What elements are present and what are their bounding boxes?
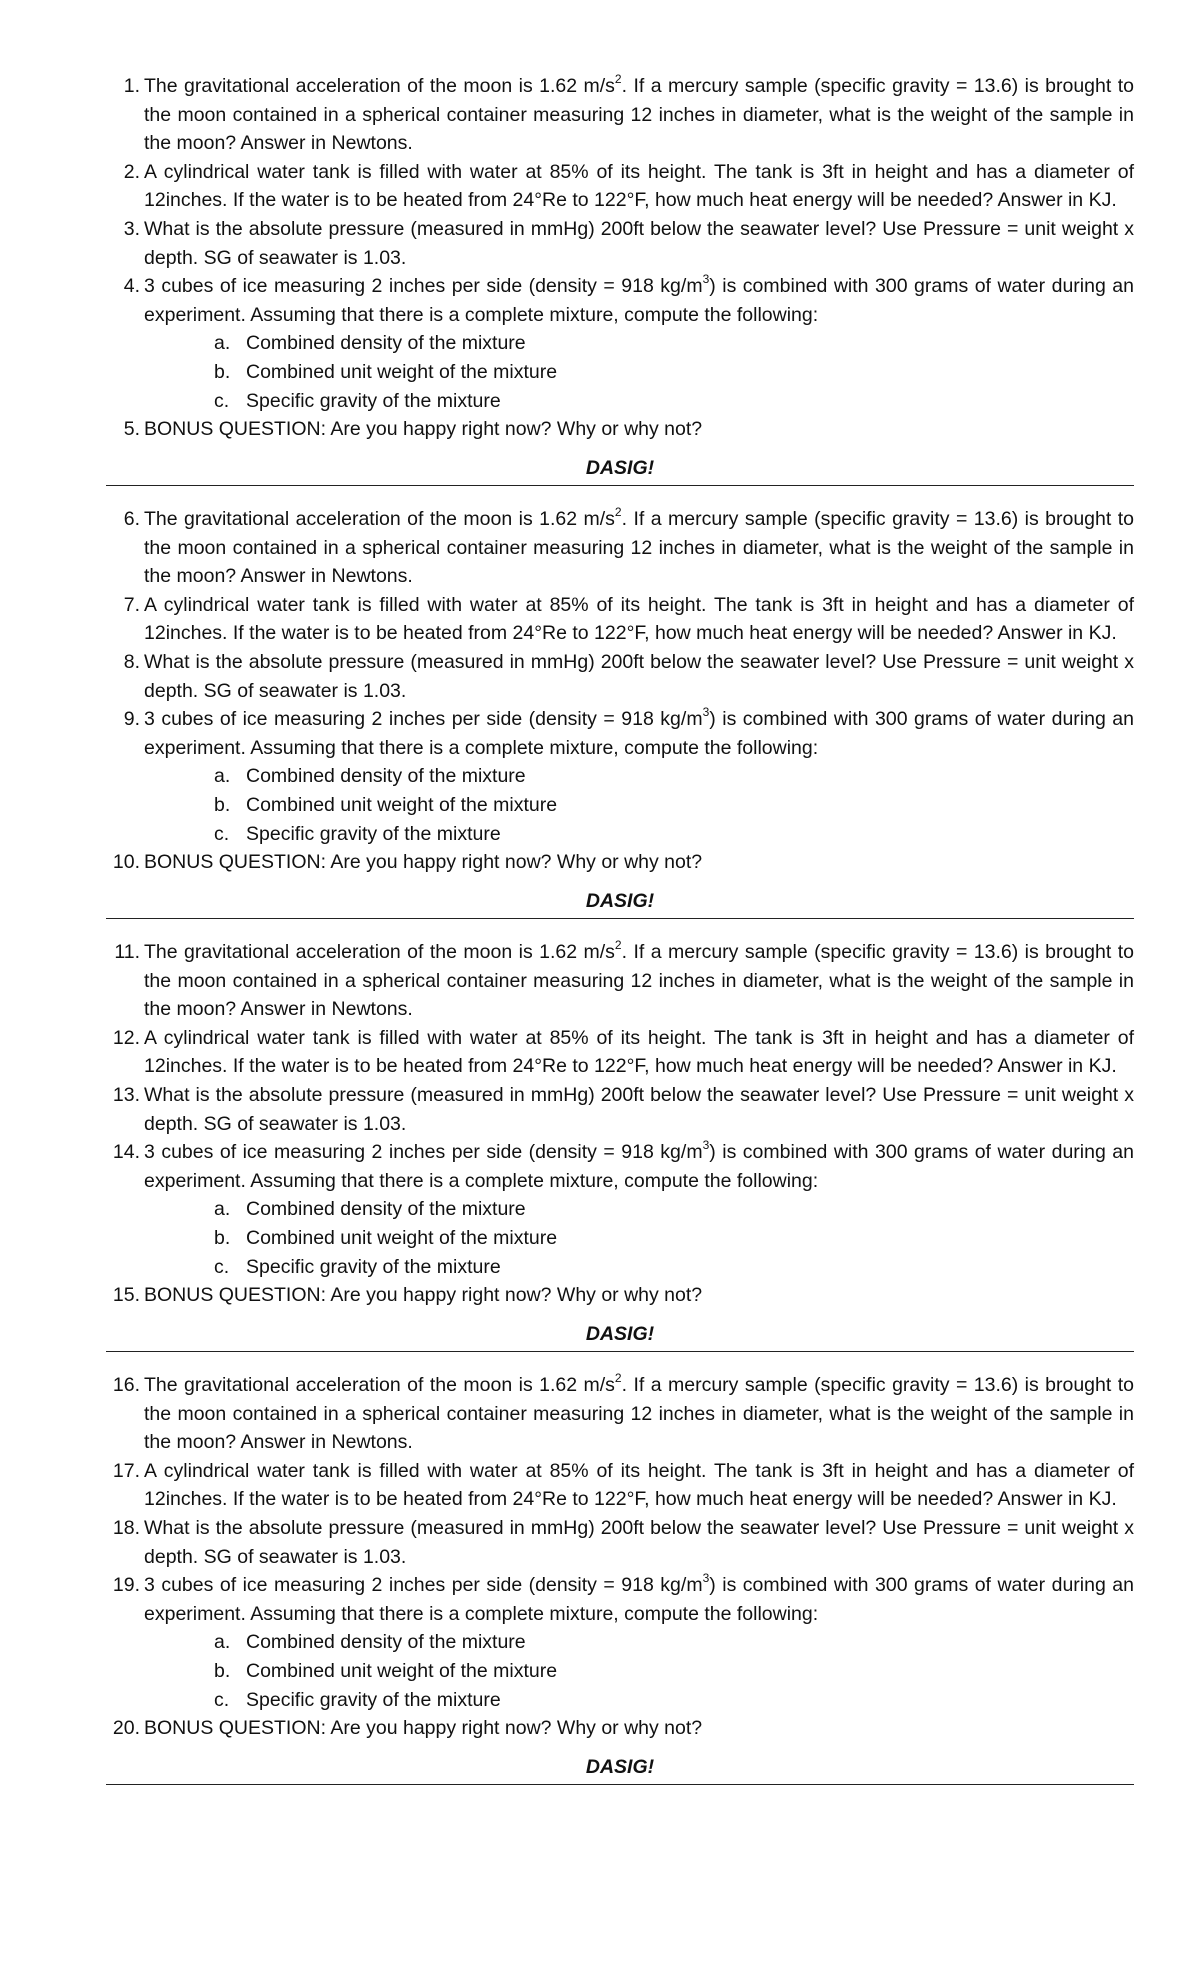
question-text: BONUS QUESTION: Are you happy right now? Why or why not? — [144, 1284, 703, 1307]
sub-question-letter: a. — [214, 1631, 231, 1654]
question-15 — [106, 1281, 1134, 1310]
sub-question — [214, 1628, 1134, 1657]
question-number: 17. — [112, 1459, 140, 1482]
sub-question-text: Combined density of the mixture — [246, 1198, 526, 1221]
sub-question-letter: c. — [214, 1688, 230, 1711]
question-number: 11. — [114, 941, 140, 963]
question-17 — [106, 1457, 1134, 1514]
question-text: What is the absolute pressure (measured in mmHg) 200ft below the seawater level? Use Pressure = unit weight x depth. SG of seawater is 1.03. — [144, 1083, 1134, 1135]
divider-line — [106, 918, 1134, 919]
question-2 — [106, 158, 1134, 215]
divider-line — [106, 1351, 1134, 1352]
sub-question — [214, 1195, 1134, 1224]
question-text: The gravitational acceleration of the moon is 1.62 m/s — [144, 75, 615, 97]
question-text: What is the absolute pressure (measured in mmHg) 200ft below the seawater level? Use Pressure = unit weight x depth. SG of seawater is 1.03. — [144, 650, 1134, 702]
question-10 — [106, 848, 1134, 877]
question-20 — [106, 1714, 1134, 1743]
question-text: A cylindrical water tank is filled with water at 85% of its height. The tank is 3ft in height and has a diameter of 12inches. If the water is to be heated from 24°Re to 122°F, how much heat energy will be needed? Answer in KJ. — [144, 1026, 1134, 1078]
question-text: BONUS QUESTION: Are you happy right now? Why or why not? — [144, 851, 703, 874]
question-set-2 — [106, 505, 1134, 935]
superscript: 3 — [702, 1137, 710, 1152]
sub-question — [214, 358, 1134, 387]
superscript: 2 — [614, 71, 622, 86]
question-text: BONUS QUESTION: Are you happy right now? Why or why not? — [144, 1717, 703, 1740]
question-text: ) is combined with 300 grams of water during an experiment. Assuming that there is a complete mixture, compute the following: — [144, 1574, 1134, 1625]
question-18 — [106, 1514, 1134, 1571]
sub-question — [214, 1686, 1134, 1715]
set-footer: DASIG! — [585, 1756, 655, 1778]
sub-question — [214, 791, 1134, 820]
question-19 — [106, 1571, 1134, 1628]
question-13 — [106, 1081, 1134, 1138]
set-footer: DASIG! — [585, 890, 655, 912]
question-number: 6. — [123, 508, 140, 530]
divider-line — [106, 485, 1134, 486]
sub-question — [214, 1253, 1134, 1282]
question-text: . If a mercury sample (specific gravity = 13.6) is brought to the moon contained in a spherical container measuring 12 inches in diameter, what is the weight of the sample in the moon? Answer in Newtons. — [144, 75, 1134, 155]
sub-question-letter: c. — [214, 389, 230, 412]
question-6 — [106, 505, 1134, 591]
superscript: 3 — [702, 271, 710, 286]
question-text: BONUS QUESTION: Are you happy right now? Why or why not? — [144, 418, 703, 441]
sub-question-letter: c. — [214, 822, 230, 845]
question-text: . If a mercury sample (specific gravity = 13.6) is brought to the moon contained in a spherical container measuring 12 inches in diameter, what is the weight of the sample in the moon? Answer in Newtons. — [144, 941, 1134, 1021]
sub-question-list — [106, 329, 1134, 415]
question-number: 18. — [112, 1516, 140, 1539]
question-text: ) is combined with 300 grams of water during an experiment. Assuming that there is a complete mixture, compute the following: — [144, 708, 1134, 759]
question-14 — [106, 1138, 1134, 1195]
sub-question-text: Combined unit weight of the mixture — [246, 360, 558, 383]
sub-question-letter: a. — [214, 332, 231, 355]
sub-question-letter: a. — [214, 1198, 231, 1221]
sub-question-text: Combined unit weight of the mixture — [246, 793, 558, 816]
question-text: . If a mercury sample (specific gravity = 13.6) is brought to the moon contained in a spherical container measuring 12 inches in diameter, what is the weight of the sample in the moon? Answer in Newtons. — [144, 1374, 1134, 1454]
question-number: 4. — [123, 275, 140, 298]
sub-question — [214, 329, 1134, 358]
question-number: 9. — [123, 708, 140, 731]
sub-question-text: Combined density of the mixture — [246, 765, 526, 788]
sub-question-text: Specific gravity of the mixture — [246, 1255, 501, 1278]
question-number: 5. — [123, 418, 140, 441]
set-footer: DASIG! — [585, 1323, 655, 1345]
question-number: 10. — [112, 851, 140, 874]
sub-question-text: Combined unit weight of the mixture — [246, 1659, 558, 1682]
question-number: 12. — [112, 1026, 140, 1049]
superscript: 3 — [702, 1570, 710, 1585]
sub-question-text: Specific gravity of the mixture — [246, 822, 501, 845]
question-number: 20. — [112, 1717, 140, 1740]
sub-question-text: Combined unit weight of the mixture — [246, 1226, 558, 1249]
sub-question-list — [106, 762, 1134, 848]
sub-question — [214, 1657, 1134, 1686]
sub-question-list — [106, 1195, 1134, 1281]
question-text: 3 cubes of ice measuring 2 inches per side (density = 918 kg/m — [144, 708, 703, 731]
question-text: The gravitational acceleration of the moon is 1.62 m/s — [144, 941, 615, 963]
question-text: 3 cubes of ice measuring 2 inches per side (density = 918 kg/m — [144, 1574, 703, 1597]
question-number: 8. — [123, 650, 140, 673]
question-16 — [106, 1371, 1134, 1457]
question-4 — [106, 272, 1134, 329]
question-text: A cylindrical water tank is filled with water at 85% of its height. The tank is 3ft in height and has a diameter of 12inches. If the water is to be heated from 24°Re to 122°F, how much heat energy will be needed? Answer in KJ. — [144, 1459, 1134, 1511]
sub-question-text: Combined density of the mixture — [246, 332, 526, 355]
superscript: 2 — [614, 937, 622, 952]
question-3 — [106, 215, 1134, 272]
question-text: The gravitational acceleration of the moon is 1.62 m/s — [144, 1374, 615, 1396]
question-text: A cylindrical water tank is filled with water at 85% of its height. The tank is 3ft in height and has a diameter of 12inches. If the water is to be heated from 24°Re to 122°F, how much heat energy will be needed? Answer in KJ. — [144, 593, 1134, 645]
superscript: 2 — [614, 504, 622, 519]
question-7 — [106, 591, 1134, 648]
question-number: 7. — [123, 593, 140, 616]
set-footer: DASIG! — [585, 457, 655, 479]
question-number: 3. — [123, 217, 140, 240]
divider-line — [106, 1784, 1134, 1785]
question-number: 15. — [112, 1284, 140, 1307]
sub-question-text: Specific gravity of the mixture — [246, 1688, 501, 1711]
superscript: 3 — [702, 704, 710, 719]
sub-question-letter: b. — [214, 1659, 231, 1682]
sub-question-text: Combined density of the mixture — [246, 1631, 526, 1654]
question-number: 2. — [123, 160, 140, 183]
question-number: 1. — [123, 75, 140, 97]
sub-question-letter: b. — [214, 360, 231, 383]
question-text: ) is combined with 300 grams of water during an experiment. Assuming that there is a complete mixture, compute the following: — [144, 275, 1134, 326]
question-text: The gravitational acceleration of the moon is 1.62 m/s — [144, 508, 615, 530]
sub-question — [214, 387, 1134, 416]
question-set-4 — [106, 1371, 1134, 1801]
sub-question — [214, 1224, 1134, 1253]
question-text: 3 cubes of ice measuring 2 inches per side (density = 918 kg/m — [144, 1141, 703, 1164]
sub-question-letter: b. — [214, 1226, 231, 1249]
question-number: 19. — [112, 1574, 140, 1597]
question-11 — [106, 938, 1134, 1024]
question-text: What is the absolute pressure (measured in mmHg) 200ft below the seawater level? Use Pressure = unit weight x depth. SG of seawater is 1.03. — [144, 217, 1134, 269]
sub-question-letter: a. — [214, 765, 231, 788]
question-text: ) is combined with 300 grams of water during an experiment. Assuming that there is a complete mixture, compute the following: — [144, 1141, 1134, 1192]
question-text: What is the absolute pressure (measured in mmHg) 200ft below the seawater level? Use Pressure = unit weight x depth. SG of seawater is 1.03. — [144, 1516, 1134, 1568]
question-text: A cylindrical water tank is filled with water at 85% of its height. The tank is 3ft in height and has a diameter of 12inches. If the water is to be heated from 24°Re to 122°F, how much heat energy will be needed? Answer in KJ. — [144, 160, 1134, 212]
question-9 — [106, 705, 1134, 762]
question-text: . If a mercury sample (specific gravity = 13.6) is brought to the moon contained in a spherical container measuring 12 inches in diameter, what is the weight of the sample in the moon? Answer in Newtons. — [144, 508, 1134, 588]
sub-question-letter: c. — [214, 1255, 230, 1278]
question-5 — [106, 415, 1134, 444]
question-8 — [106, 648, 1134, 705]
sub-question-letter: b. — [214, 793, 231, 816]
sub-question — [214, 762, 1134, 791]
sub-question-text: Specific gravity of the mixture — [246, 389, 501, 412]
superscript: 2 — [614, 1370, 622, 1385]
question-set-3 — [106, 938, 1134, 1368]
question-number: 14. — [112, 1141, 140, 1164]
question-number: 16. — [112, 1374, 140, 1396]
question-12 — [106, 1024, 1134, 1081]
sub-question-list — [106, 1628, 1134, 1714]
question-number: 13. — [112, 1083, 140, 1106]
question-1 — [106, 72, 1134, 158]
question-text: 3 cubes of ice measuring 2 inches per side (density = 918 kg/m — [144, 275, 703, 298]
question-set-1 — [106, 72, 1134, 502]
sub-question — [214, 820, 1134, 849]
